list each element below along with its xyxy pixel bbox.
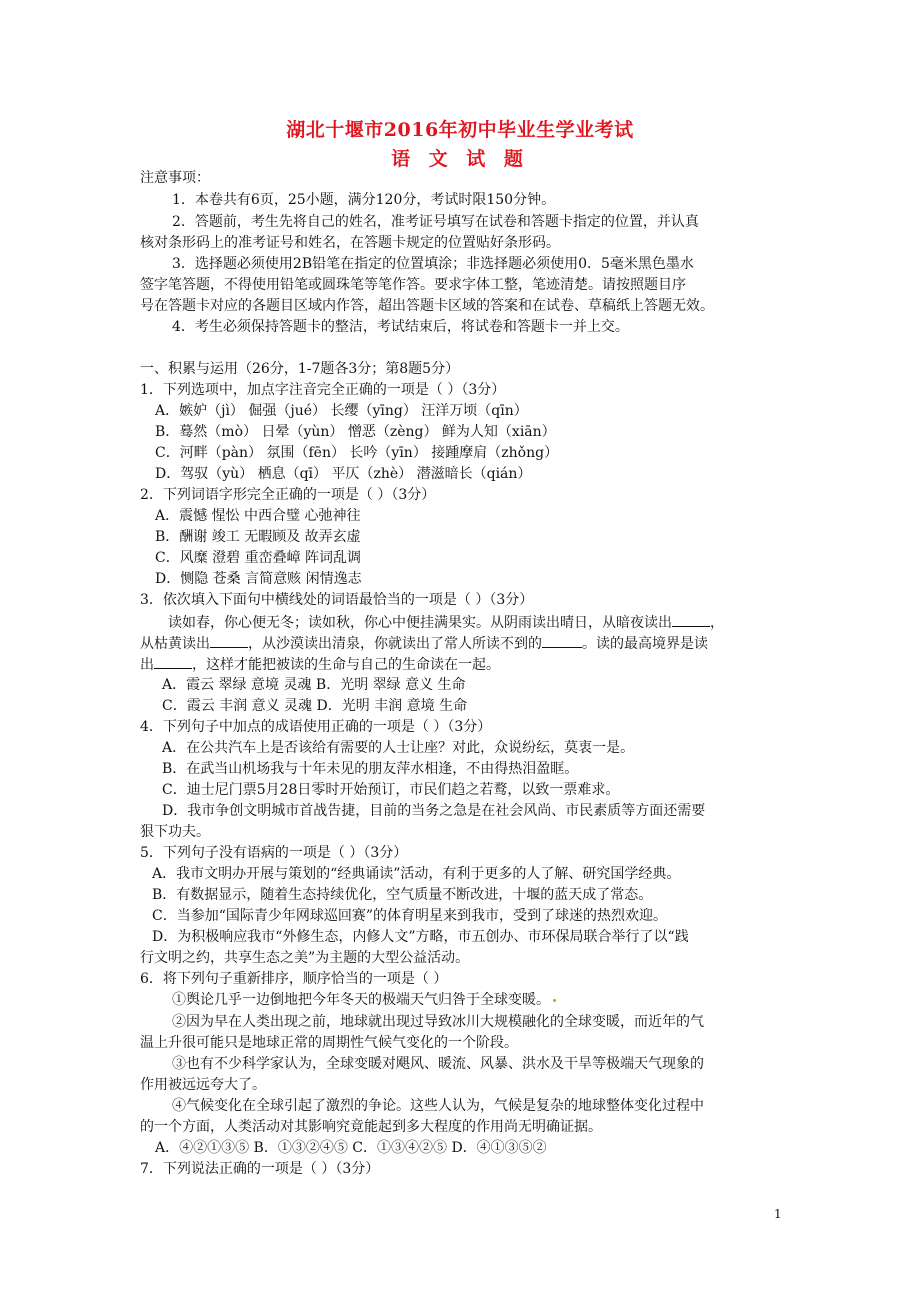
question-option: A．④②①③⑤ B．①③②④⑤ C．①③④②⑤ D．④①③⑤② xyxy=(155,1140,547,1156)
question-option: 行文明之约，共享生态之美”为主题的大型公益活动。 xyxy=(140,950,470,966)
question-stem: 3．依次填入下面句中横线处的词语最恰当的一项是（ ）（3分） xyxy=(140,592,534,608)
note-line: 4．考生必须保持答题卡的整洁，考试结束后，将试卷和答题卡一并上交。 xyxy=(172,319,629,335)
note-line: 3．选择题必须使用2B铅笔在指定的位置填涂；非选择题必须使用0．5毫米黑色墨水 xyxy=(172,256,694,272)
note-line: 签字笔答题，不得使用铅笔或圆珠笔等笔作答。要求字体工整，笔迹清楚。请按照题目序 xyxy=(140,277,686,293)
fill-blank xyxy=(672,612,710,627)
question-option: A．我市文明办开展与策划的“经典诵读”活动，有利于更多的人了解、研究国学经典。 xyxy=(152,866,681,882)
question-option: A．嫉妒（jì） 倔强（jué） 长缨（yīng） 汪洋万顷（qīn） xyxy=(155,403,528,419)
note-line: 2．答题前，考生先将自己的姓名，准考证号填写在试卷和答题卡指定的位置，并认真 xyxy=(172,214,699,230)
question-stem: 7．下列说法正确的一项是（ ）（3分） xyxy=(140,1161,380,1177)
question-option: B．蓦然（mò） 日晕（yùn） 憎恶（zèng） 鲜为人知（xiān） xyxy=(155,424,556,440)
question-option: A．震憾 惺忪 中西合璧 心弛神往 xyxy=(155,508,361,524)
question-option: B．有数据显示，随着生态持续优化，空气质量不断改进，十堰的蓝天成了常态。 xyxy=(152,887,653,903)
fill-blank xyxy=(542,633,582,648)
sentence-line: 作用被远远夸大了。 xyxy=(140,1077,266,1093)
passage-text: 。读的最高境界是读 xyxy=(582,636,708,652)
question-option: C．迪士尼门票5月28日零时开始预订，市民们趋之若鹜，以致一票难求。 xyxy=(162,782,620,798)
sentence-line: ③也有不少科学家认为，全球变暖对飓风、暖流、风暴、洪水及干旱等极端天气现象的 xyxy=(172,1056,704,1072)
passage-text: 读如春，你心便无冬；读如秋，你心中便挂满果实。从阴雨读出晴日，从暗夜读出 xyxy=(168,615,672,631)
passage-line: 读如春，你心便无冬；读如秋，你心中便挂满果实。从阴雨读出晴日，从暗夜读出 ， xyxy=(168,612,724,633)
question-option: 狠下功夫。 xyxy=(140,824,210,840)
question-option: A．霞云 翠绿 意境 灵魂 B．光明 翠绿 意义 生命 xyxy=(162,677,466,693)
note-line: 核对条形码上的准考证号和姓名，在答题卡规定的位置贴好条形码。 xyxy=(140,235,560,251)
passage-text: ，这样才能把被读的生命与自己的生命读在一起。 xyxy=(192,657,500,673)
sentence-line: ④气候变化在全球引起了激烈的争论。这些人认为，气候是复杂的地球整体变化过程中 xyxy=(172,1098,704,1114)
note-line: 号在答题卡对应的各题目区域内作答，超出答题卡区域的答案和在试卷、草稿纸上答题无效。 xyxy=(140,298,714,314)
question-option: B．在武当山机场我与十年未见的朋友萍水相逢，不由得热泪盈眶。 xyxy=(162,761,579,777)
sentence-line xyxy=(172,990,556,1010)
question-option: C．霞云 丰润 意义 灵魂 D．光明 丰润 意境 生命 xyxy=(162,698,468,714)
passage-text: ，从沙漠读出清泉，你就读出了常人所读不到的 xyxy=(248,636,542,652)
question-stem: 4．下列句子中加点的成语使用正确的一项是（ ）（3分） xyxy=(140,719,492,735)
fill-blank xyxy=(154,654,192,669)
question-stem: 1．下列选项中，加点字注音完全正确的一项是（ ）（3分） xyxy=(140,382,506,398)
question-option: D．为积极响应我市“外修生态，内修人文”方略，市五创办、市环保局联合举行了以“践 xyxy=(152,929,689,945)
passage-line xyxy=(140,633,708,654)
question-option: D．我市争创文明城市首战告捷，目前的当务之急是在社会风尚、市民素质等方面还需要 xyxy=(162,803,706,819)
question-option: C．风糜 澄碧 重峦叠嶂 阵词乱调 xyxy=(155,550,362,566)
section-heading: 一、积累与运用（26分，1-7题各3分；第8题5分） xyxy=(140,361,460,377)
sentence-text: ①舆论几乎一边倒地把今年冬天的极端天气归咎于全球变暖。 xyxy=(172,992,550,1008)
question-option: C．当参加“国际青少年网球巡回赛”的体育明星来到我市，受到了球迷的热烈欢迎。 xyxy=(152,908,668,924)
exam-subtitle: 语 文 试 题 xyxy=(391,148,529,170)
page-number: 1 xyxy=(774,1207,782,1221)
notes-heading: 注意事项： xyxy=(140,170,210,186)
dot-mark xyxy=(553,999,556,1002)
passage-text: 出 xyxy=(140,657,154,673)
question-stem: 6．将下列句子重新排序，顺序恰当的一项是（ ） xyxy=(140,971,448,987)
question-option: B．酬谢 竣工 无暇顾及 故弄玄虚 xyxy=(155,529,361,545)
sentence-line: 温上升很可能只是地球正常的周期性气候气变化的一个阶段。 xyxy=(140,1035,518,1051)
question-option: A．在公共汽车上是否该给有需要的人士让座？对此，众说纷纭，莫衷一是。 xyxy=(162,740,635,756)
question-option: D．恻隐 苍桑 言简意赅 闲情逸志 xyxy=(155,571,362,587)
question-stem: 2．下列词语字形完全正确的一项是（ ）（3分） xyxy=(140,487,436,503)
sentence-line: ②因为早在人类出现之前，地球就出现过导致冰川大规模融化的全球变暖，而近年的气 xyxy=(172,1014,704,1030)
question-option: D．驾驭（yù） 栖息（qī） 平仄（zhè） 潜滋暗长（qián） xyxy=(155,466,532,482)
passage-line xyxy=(140,654,500,675)
passage-text: 从枯黄读出 xyxy=(140,636,210,652)
question-option: C．河畔（pàn） 氛围（fēn） 长吟（yīn） 接踵摩肩（zhǒng） xyxy=(155,445,559,461)
exam-title: 湖北十堰市2016年初中毕业生学业考试 xyxy=(286,119,634,141)
note-line: 1．本卷共有6页，25小题，满分120分，考试时限150分钟。 xyxy=(172,192,556,208)
fill-blank xyxy=(210,633,248,648)
sentence-line: 的一个方面，人类活动对其影响究竟能起到多大程度的作用尚无明确证据。 xyxy=(140,1119,602,1135)
question-stem: 5．下列句子没有语病的一项是（ ）（3分） xyxy=(140,845,408,861)
